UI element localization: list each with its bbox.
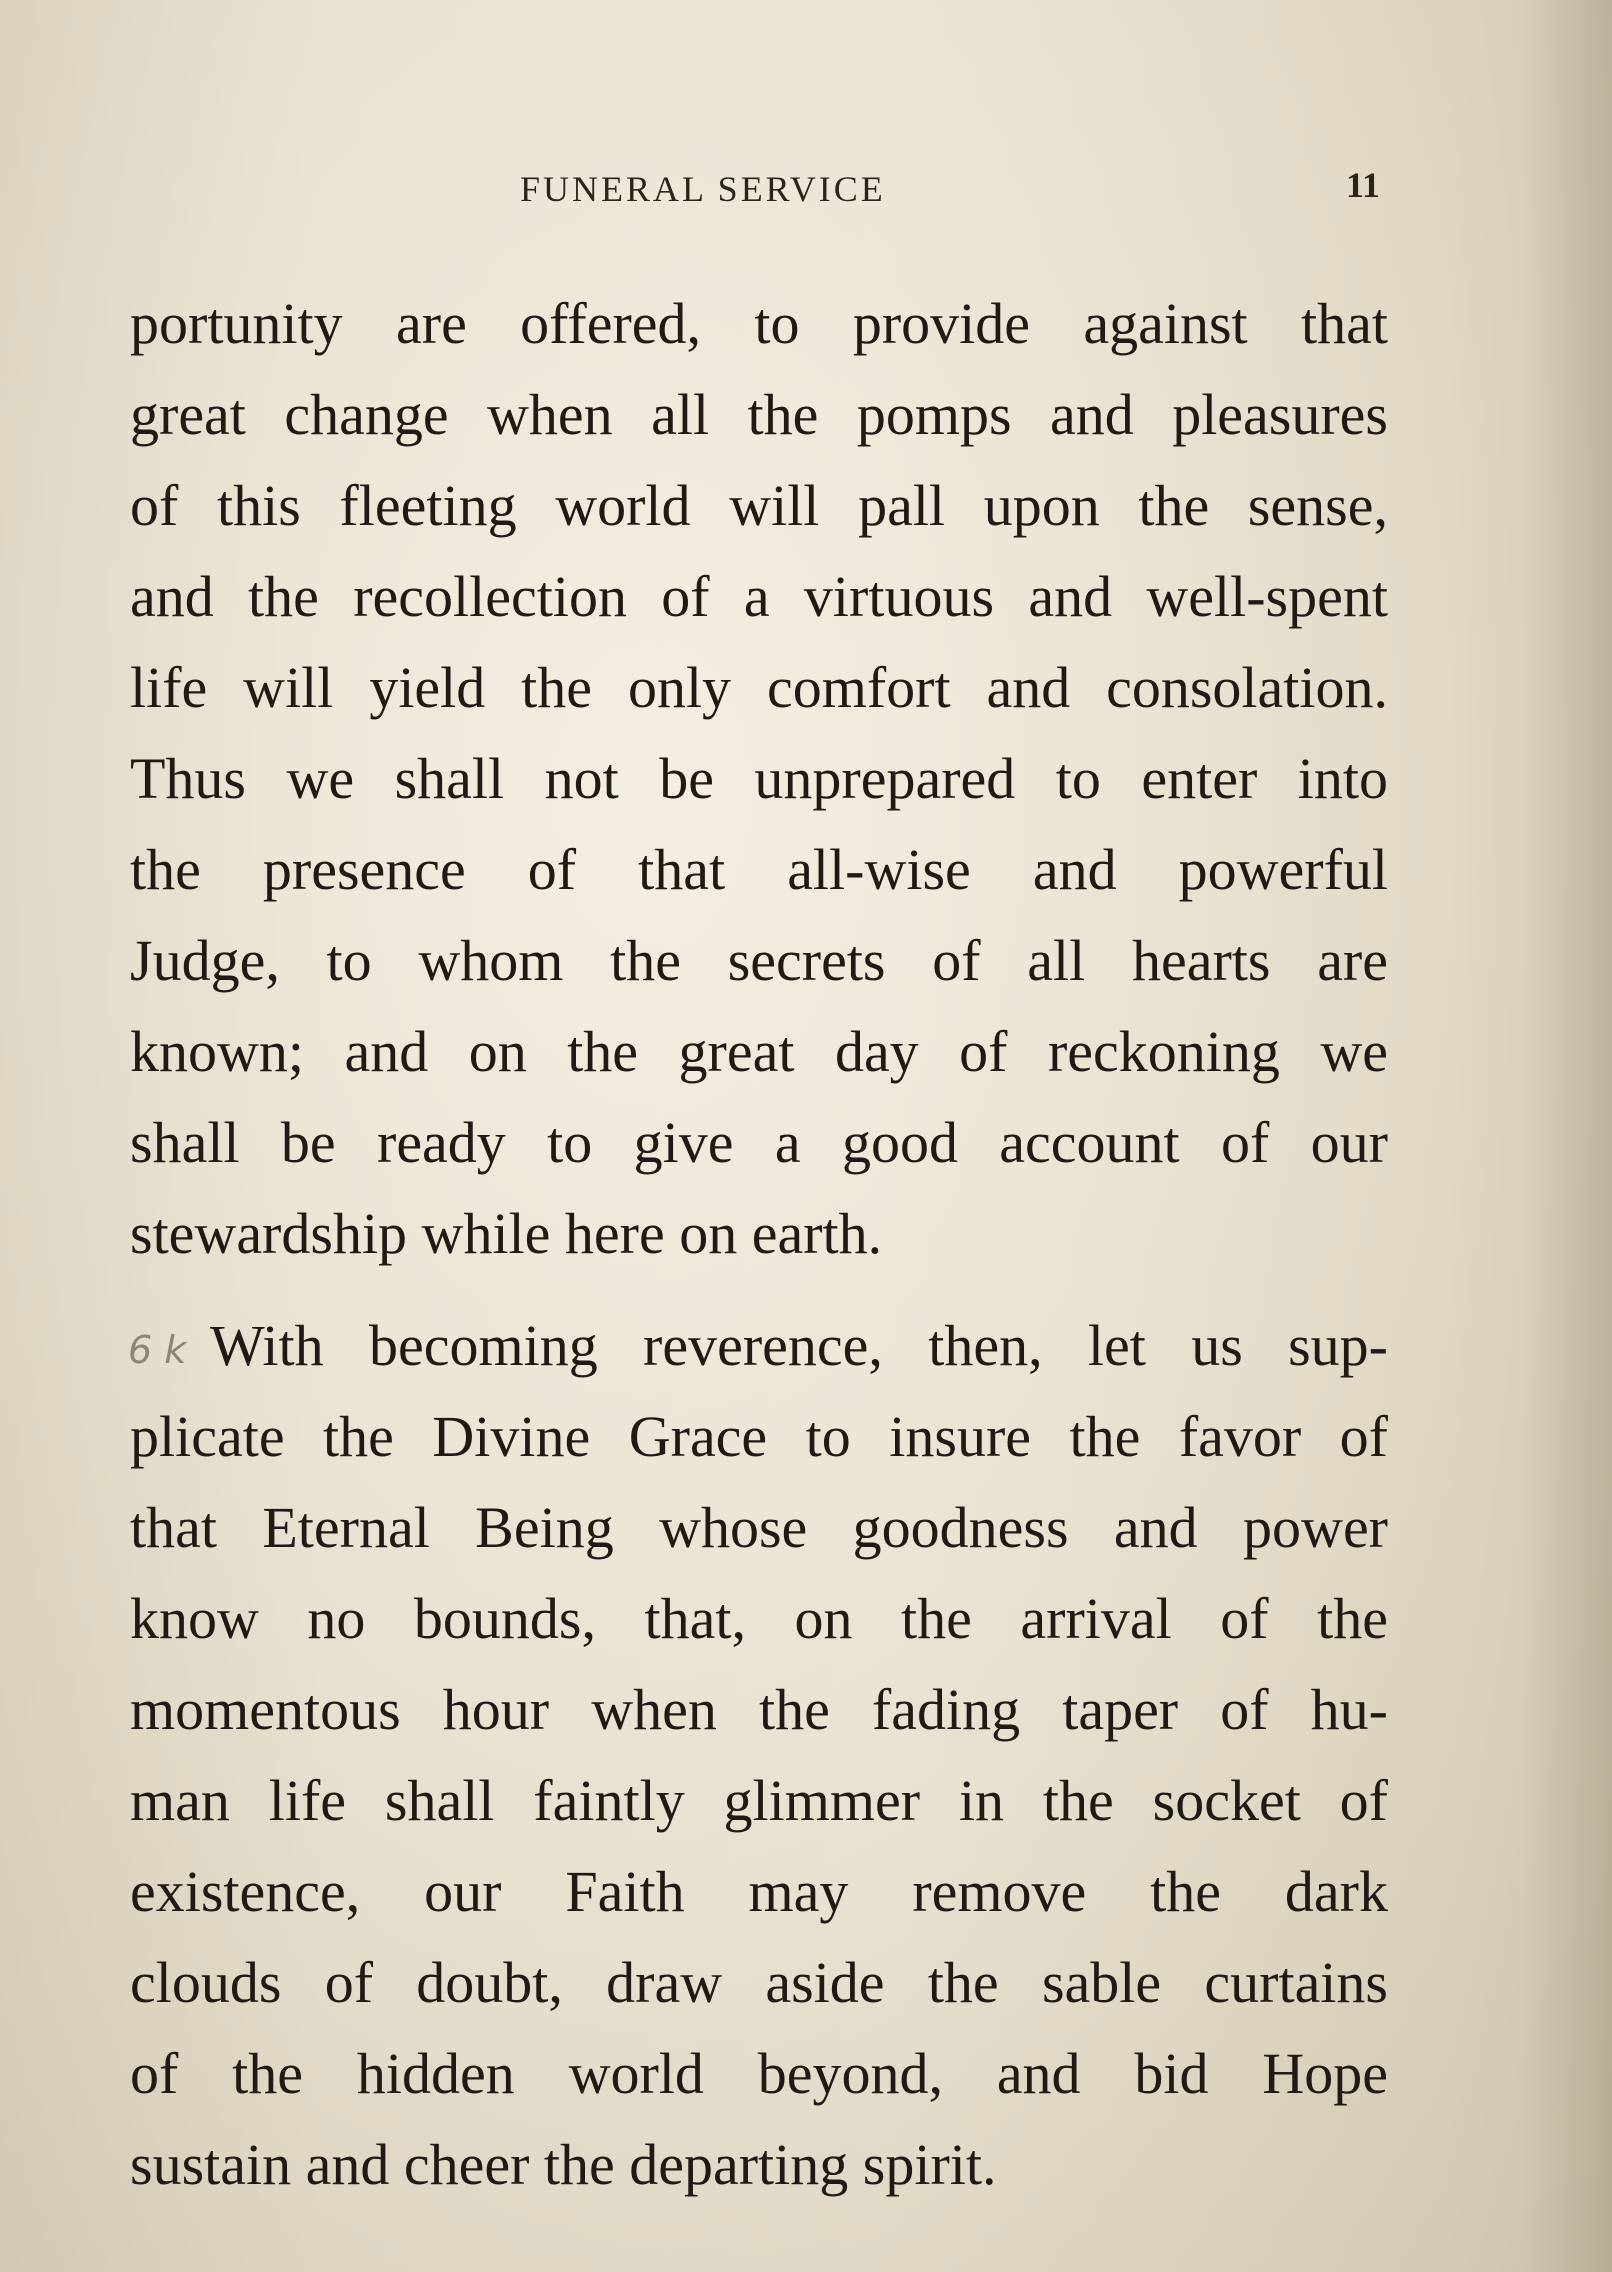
text-line: plicate the Divine Grace to insure the favor of [130, 1404, 1388, 1469]
running-head [0, 165, 1612, 218]
text-line: known; and on the great day of reckoning we [130, 1019, 1388, 1084]
paragraph-2 [130, 1300, 1388, 2210]
pencil-annotation: 6 k [128, 1328, 187, 1372]
text-line: clouds of doubt, draw aside the sable curtains [130, 1950, 1388, 2015]
text-line: momentous hour when the fading taper of hu- [130, 1677, 1388, 1742]
text-line: shall be ready to give a good account of our [130, 1110, 1388, 1175]
text-line: know no bounds, that, on the arrival of the [130, 1586, 1388, 1651]
text-line: Thus we shall not be unprepared to enter into [130, 746, 1388, 811]
page-number: 11 [1346, 165, 1381, 205]
text-line: that Eternal Being whose goodness and power [130, 1495, 1388, 1560]
text-line: the presence of that all-wise and powerful [130, 837, 1388, 902]
text-line: stewardship while here on earth. [130, 1201, 883, 1266]
text-line: With becoming reverence, then, let us sup- [210, 1313, 1388, 1378]
text-line: great change when all the pomps and pleasures [130, 382, 1388, 447]
text-line: of the hidden world beyond, and bid Hope [130, 2041, 1388, 2106]
paragraph-1 [130, 278, 1388, 1279]
running-head-title: FUNERAL SERVICE [520, 169, 886, 209]
text-line: existence, our Faith may remove the dark [130, 1859, 1388, 1924]
text-line: man life shall faintly glimmer in the socket of [130, 1768, 1388, 1833]
page-edge-shadow [1522, 0, 1612, 2272]
text-line: Judge, to whom the secrets of all hearts are [130, 928, 1388, 993]
text-line: and the recollection of a virtuous and well-spent [130, 564, 1388, 629]
text-line: of this fleeting world will pall upon the sense, [130, 473, 1388, 538]
text-line: life will yield the only comfort and consolation. [130, 655, 1388, 720]
text-line: sustain and cheer the departing spirit. [130, 2132, 997, 2197]
text-line: portunity are offered, to provide against that [130, 291, 1388, 356]
